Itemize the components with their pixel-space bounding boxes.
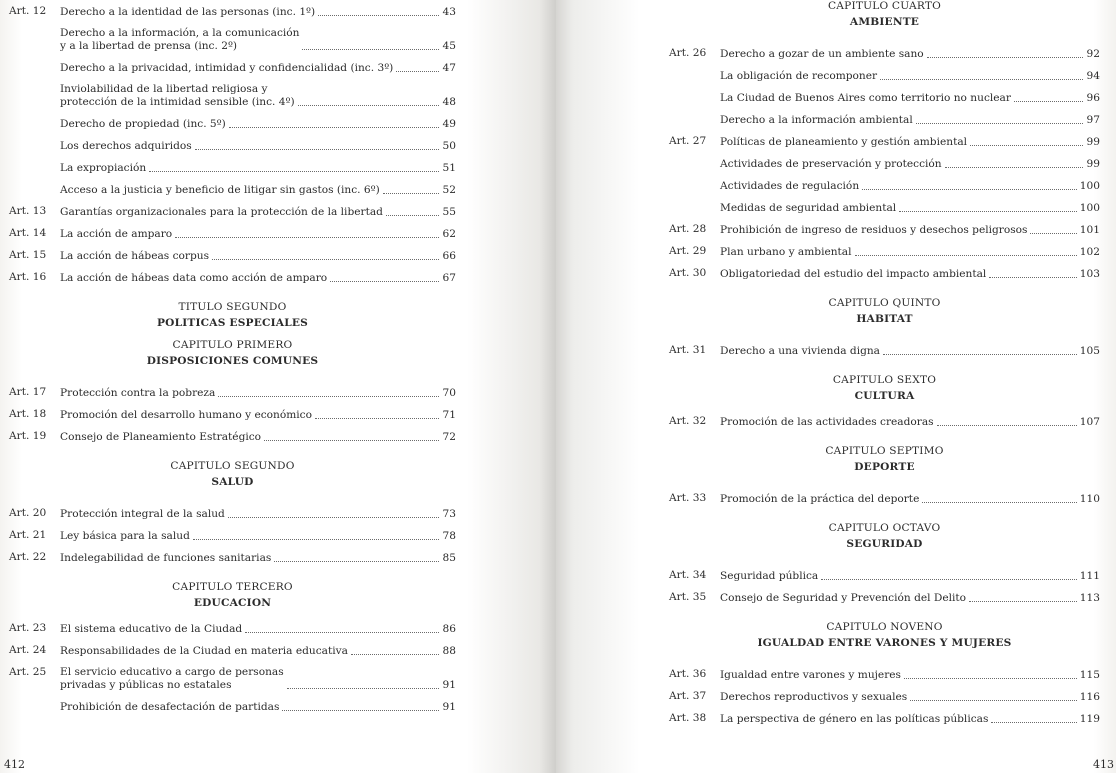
dot-leader bbox=[149, 171, 439, 172]
index-entry bbox=[669, 410, 1100, 429]
entry-title: Protección contra la pobreza bbox=[60, 387, 216, 399]
entry-line bbox=[60, 135, 456, 153]
entry-page-number: 107 bbox=[1079, 416, 1100, 428]
entry-page-number: 49 bbox=[442, 118, 456, 130]
entry-title: Derecho a la privacidad, intimidad y confidencialidad (inc. 3º) bbox=[60, 62, 394, 74]
entry-title: Igualdad entre varones y mujeres bbox=[720, 669, 901, 681]
section-heading: CAPITULO NOVENO bbox=[826, 621, 943, 633]
entry-title: Actividades de regulación bbox=[720, 180, 860, 192]
article-number: Art. 12 bbox=[9, 5, 47, 17]
article-number: Art. 37 bbox=[669, 690, 707, 702]
dot-leader bbox=[821, 579, 1077, 580]
entry-page-number: 78 bbox=[442, 530, 456, 542]
entry-title: Derecho a la información ambiental bbox=[720, 114, 913, 126]
entry-line bbox=[720, 340, 1100, 358]
entry-title: Promoción del desarrollo humano y económico bbox=[60, 409, 312, 421]
section-heading: CAPITULO OCTAVO bbox=[828, 522, 941, 534]
entry-title: Obligatoriedad del estudio del impacto ambiental bbox=[720, 268, 987, 280]
dot-leader bbox=[937, 425, 1077, 426]
article-number bbox=[669, 64, 720, 69]
entry-line bbox=[60, 525, 456, 543]
dot-leader bbox=[904, 678, 1077, 679]
entry-page-number: 62 bbox=[442, 228, 456, 240]
article-number: Art. 32 bbox=[669, 415, 707, 427]
index-entry bbox=[669, 130, 1100, 149]
index-entry bbox=[9, 22, 456, 53]
entry-page-number: 111 bbox=[1079, 570, 1100, 582]
dot-leader bbox=[991, 722, 1076, 723]
dot-leader bbox=[945, 167, 1083, 168]
article-number bbox=[669, 174, 720, 179]
entry-line bbox=[60, 179, 456, 197]
index-entry bbox=[669, 685, 1100, 704]
index-entry bbox=[669, 152, 1100, 171]
entry-line bbox=[60, 78, 456, 109]
entry-title: Actividades de preservación y protección bbox=[720, 158, 942, 170]
index-entry bbox=[9, 546, 456, 565]
index-entry bbox=[669, 42, 1100, 61]
entry-line bbox=[720, 708, 1100, 726]
dot-leader bbox=[302, 49, 439, 50]
index-entry bbox=[669, 86, 1100, 105]
dot-leader bbox=[245, 632, 439, 633]
entry-title: Consejo de Seguridad y Prevención del Delito bbox=[720, 592, 967, 604]
index-entry bbox=[669, 218, 1100, 237]
article-number: Art. 20 bbox=[9, 507, 47, 519]
dot-leader bbox=[212, 259, 439, 260]
dot-leader bbox=[315, 418, 439, 419]
section-title: DEPORTE bbox=[854, 461, 915, 473]
dot-leader bbox=[916, 123, 1083, 124]
dot-leader bbox=[228, 517, 439, 518]
index-entry bbox=[669, 262, 1100, 281]
article-number: Art. 30 bbox=[669, 267, 707, 279]
entry-title: Derecho a la identidad de las personas (inc. 1º) bbox=[60, 6, 316, 18]
index-entry bbox=[9, 244, 456, 263]
article-number bbox=[669, 152, 720, 157]
section-title: AMBIENTE bbox=[849, 16, 920, 28]
entry-page-number: 97 bbox=[1086, 114, 1100, 126]
article-number: Art. 34 bbox=[669, 569, 707, 581]
dot-leader bbox=[195, 149, 439, 150]
entry-page-number: 99 bbox=[1086, 158, 1100, 170]
entry-page-number: 91 bbox=[442, 679, 456, 691]
entry-page-number: 47 bbox=[442, 62, 456, 74]
entry-line bbox=[60, 57, 456, 75]
entry-title: Derecho a una vivienda digna bbox=[720, 345, 881, 357]
index-entry bbox=[9, 266, 456, 285]
entry-page-number: 119 bbox=[1079, 713, 1100, 725]
article-number bbox=[9, 112, 60, 117]
entry-page-number: 105 bbox=[1079, 345, 1100, 357]
entry-line bbox=[60, 267, 456, 285]
section-title: CULTURA bbox=[854, 390, 915, 402]
article-number: Art. 19 bbox=[9, 430, 47, 442]
right-index-list bbox=[669, 0, 1100, 729]
index-entry bbox=[9, 78, 456, 109]
entry-page-number: 67 bbox=[442, 272, 456, 284]
dot-leader bbox=[298, 105, 439, 106]
dot-leader bbox=[318, 15, 439, 16]
article-number: Art. 15 bbox=[9, 249, 47, 261]
section-heading: CAPITULO TERCERO bbox=[172, 581, 293, 593]
index-entry bbox=[669, 564, 1100, 583]
entry-page-number: 96 bbox=[1086, 92, 1100, 104]
entry-title: Protección integral de la salud bbox=[60, 508, 225, 520]
entry-page-number: 43 bbox=[442, 6, 456, 18]
entry-title: Políticas de planeamiento y gestión ambiental bbox=[720, 136, 968, 148]
entry-title: Garantías organizacionales para la protección de la libertad bbox=[60, 206, 383, 218]
article-number bbox=[9, 22, 60, 27]
page-number-right: 413 bbox=[1093, 758, 1114, 771]
entry-line bbox=[720, 686, 1100, 704]
section-title: POLITICAS ESPECIALES bbox=[157, 317, 308, 329]
entry-title: Indelegabilidad de funciones sanitarias bbox=[60, 552, 272, 564]
index-entry bbox=[669, 339, 1100, 358]
article-number: Art. 29 bbox=[669, 245, 707, 257]
section-heading: TITULO SEGUNDO bbox=[178, 301, 287, 313]
entry-title: Los derechos adquiridos bbox=[60, 140, 192, 152]
section-heading: CAPITULO PRIMERO bbox=[172, 339, 293, 351]
article-number: Art. 38 bbox=[669, 712, 707, 724]
dot-leader bbox=[989, 277, 1076, 278]
dot-leader bbox=[910, 700, 1077, 701]
article-number: Art. 36 bbox=[669, 668, 707, 680]
entry-title: Derecho a gozar de un ambiente sano bbox=[720, 48, 924, 60]
entry-line bbox=[60, 404, 456, 422]
entry-line bbox=[60, 382, 456, 400]
index-entry bbox=[9, 178, 456, 197]
entry-page-number: 94 bbox=[1086, 70, 1100, 82]
entry-title: Prohibición de ingreso de residuos y desechos peligrosos bbox=[720, 224, 1028, 236]
entry-line bbox=[60, 618, 456, 636]
entry-title: La expropiación bbox=[60, 162, 147, 174]
dot-leader bbox=[218, 396, 439, 397]
entry-page-number: 48 bbox=[442, 96, 456, 108]
entry-line bbox=[720, 175, 1100, 193]
index-entry bbox=[9, 403, 456, 422]
entry-line bbox=[720, 65, 1100, 83]
entry-page-number: 91 bbox=[442, 701, 456, 713]
entry-title: Promoción de la práctica del deporte bbox=[720, 493, 920, 505]
dot-leader bbox=[287, 688, 439, 689]
index-entry bbox=[669, 240, 1100, 259]
article-number: Art. 31 bbox=[669, 344, 707, 356]
entry-page-number: 66 bbox=[442, 250, 456, 262]
entry-page-number: 100 bbox=[1079, 202, 1100, 214]
entry-title: Promoción de las actividades creadoras bbox=[720, 416, 934, 428]
entry-line bbox=[60, 661, 456, 692]
article-number: Art. 18 bbox=[9, 408, 47, 420]
section-title: IGUALDAD ENTRE VARONES Y MUJERES bbox=[757, 637, 1012, 649]
dot-leader bbox=[970, 145, 1083, 146]
index-entry bbox=[9, 695, 456, 714]
section-heading: CAPITULO CUARTO bbox=[827, 0, 942, 12]
index-entry bbox=[669, 174, 1100, 193]
article-number bbox=[669, 86, 720, 91]
entry-page-number: 102 bbox=[1079, 246, 1100, 258]
section-title: SEGURIDAD bbox=[846, 538, 923, 550]
index-entry bbox=[9, 156, 456, 175]
article-number: Art. 22 bbox=[9, 551, 47, 563]
article-number: Art. 17 bbox=[9, 386, 47, 398]
dot-leader bbox=[351, 654, 439, 655]
entry-page-number: 88 bbox=[442, 645, 456, 657]
section-title: SALUD bbox=[211, 476, 254, 488]
index-entry bbox=[9, 112, 456, 131]
entry-page-number: 55 bbox=[442, 206, 456, 218]
entry-line bbox=[60, 426, 456, 444]
section-heading: CAPITULO SEXTO bbox=[832, 374, 937, 386]
dot-leader bbox=[330, 281, 439, 282]
entry-page-number: 110 bbox=[1079, 493, 1100, 505]
entry-line bbox=[720, 131, 1100, 149]
article-number bbox=[9, 156, 60, 161]
section-heading: CAPITULO SEPTIMO bbox=[825, 445, 944, 457]
entry-title: Consejo de Planeamiento Estratégico bbox=[60, 431, 262, 443]
entry-page-number: 73 bbox=[442, 508, 456, 520]
entry-line bbox=[60, 547, 456, 565]
dot-leader bbox=[193, 539, 439, 540]
entry-line bbox=[720, 87, 1100, 105]
section-title: HABITAT bbox=[856, 313, 913, 325]
article-number: Art. 35 bbox=[669, 591, 707, 603]
entry-page-number: 103 bbox=[1079, 268, 1100, 280]
entry-line bbox=[60, 22, 456, 53]
entry-line bbox=[60, 223, 456, 241]
article-number: Art. 28 bbox=[669, 223, 707, 235]
article-number bbox=[9, 78, 60, 83]
section-heading: CAPITULO SEGUNDO bbox=[170, 460, 295, 472]
entry-page-number: 50 bbox=[442, 140, 456, 152]
entry-page-number: 113 bbox=[1079, 592, 1100, 604]
article-number bbox=[9, 178, 60, 183]
entry-title: Derecho de propiedad (inc. 5º) bbox=[60, 118, 226, 130]
article-number: Art. 25 bbox=[9, 666, 47, 678]
article-number bbox=[9, 134, 60, 139]
entry-line bbox=[60, 245, 456, 263]
article-number bbox=[669, 108, 720, 113]
entry-page-number: 52 bbox=[442, 184, 456, 196]
index-entry bbox=[9, 661, 456, 692]
section-title: EDUCACION bbox=[193, 597, 272, 609]
index-entry bbox=[9, 134, 456, 153]
entry-page-number: 101 bbox=[1079, 224, 1100, 236]
left-index-list bbox=[9, 0, 456, 717]
dot-leader bbox=[899, 211, 1077, 212]
entry-page-number: 92 bbox=[1086, 48, 1100, 60]
article-number: Art. 21 bbox=[9, 529, 47, 541]
dot-leader bbox=[855, 255, 1077, 256]
entry-line bbox=[720, 488, 1100, 506]
entry-title: Responsabilidades de la Ciudad en materia educativa bbox=[60, 645, 348, 657]
entry-line bbox=[720, 197, 1100, 215]
dot-leader bbox=[264, 440, 439, 441]
entry-title: Medidas de seguridad ambiental bbox=[720, 202, 897, 214]
index-entry bbox=[669, 707, 1100, 726]
article-number bbox=[669, 196, 720, 201]
entry-page-number: 45 bbox=[442, 40, 456, 52]
entry-page-number: 86 bbox=[442, 623, 456, 635]
article-number bbox=[9, 56, 60, 61]
entry-line bbox=[720, 587, 1100, 605]
index-entry bbox=[669, 196, 1100, 215]
entry-title: Derecho a la información, a la comunicación y a la libertad de prensa (inc. 2º) bbox=[60, 27, 300, 52]
dot-leader bbox=[1030, 233, 1076, 234]
entry-page-number: 71 bbox=[442, 409, 456, 421]
article-number bbox=[9, 695, 60, 700]
index-entry bbox=[9, 200, 456, 219]
entry-line bbox=[720, 219, 1100, 237]
entry-page-number: 51 bbox=[442, 162, 456, 174]
entry-page-number: 85 bbox=[442, 552, 456, 564]
entry-title: Acceso a la justicia y beneficio de litigar sin gastos (inc. 6º) bbox=[60, 184, 380, 196]
index-entry bbox=[9, 56, 456, 75]
entry-line bbox=[60, 157, 456, 175]
entry-page-number: 99 bbox=[1086, 136, 1100, 148]
entry-title: Prohibición de desafectación de partidas bbox=[60, 701, 280, 713]
index-entry bbox=[9, 639, 456, 658]
entry-title: El servicio educativo a cargo de personas privadas y públicas no estatales bbox=[60, 666, 284, 691]
article-number: Art. 16 bbox=[9, 271, 47, 283]
entry-title: Derechos reproductivos y sexuales bbox=[720, 691, 908, 703]
dot-leader bbox=[383, 193, 439, 194]
index-entry bbox=[9, 0, 456, 19]
entry-line bbox=[60, 201, 456, 219]
entry-line bbox=[720, 411, 1100, 429]
article-number: Art. 24 bbox=[9, 644, 47, 656]
dot-leader bbox=[274, 561, 439, 562]
entry-line bbox=[60, 113, 456, 131]
dot-leader bbox=[969, 601, 1077, 602]
index-entry bbox=[669, 586, 1100, 605]
entry-title: Ley básica para la salud bbox=[60, 530, 190, 542]
dot-leader bbox=[1014, 101, 1083, 102]
entry-line bbox=[720, 664, 1100, 682]
article-number: Art. 13 bbox=[9, 205, 47, 217]
dot-leader bbox=[880, 79, 1083, 80]
dot-leader bbox=[396, 71, 439, 72]
entry-page-number: 70 bbox=[442, 387, 456, 399]
entry-line bbox=[60, 696, 456, 714]
dot-leader bbox=[229, 127, 439, 128]
entry-page-number: 116 bbox=[1079, 691, 1100, 703]
index-entry bbox=[9, 502, 456, 521]
dot-leader bbox=[883, 354, 1077, 355]
index-entry bbox=[9, 617, 456, 636]
index-entry bbox=[669, 663, 1100, 682]
index-entry bbox=[669, 64, 1100, 83]
page-number-left: 412 bbox=[4, 758, 25, 771]
dot-leader bbox=[386, 215, 439, 216]
index-entry bbox=[669, 108, 1100, 127]
entry-title: La perspectiva de género en las políticas públicas bbox=[720, 713, 989, 725]
entry-title: La Ciudad de Buenos Aires como territorio no nuclear bbox=[720, 92, 1011, 104]
entry-line bbox=[720, 153, 1100, 171]
dot-leader bbox=[282, 710, 439, 711]
index-entry bbox=[669, 487, 1100, 506]
entry-title: La acción de hábeas data como acción de amparo bbox=[60, 272, 328, 284]
entry-page-number: 72 bbox=[442, 431, 456, 443]
index-entry bbox=[9, 425, 456, 444]
dot-leader bbox=[927, 57, 1083, 58]
entry-page-number: 100 bbox=[1079, 180, 1100, 192]
left-page bbox=[0, 0, 556, 773]
section-heading: CAPITULO QUINTO bbox=[828, 297, 941, 309]
entry-title: La acción de amparo bbox=[60, 228, 173, 240]
article-number: Art. 23 bbox=[9, 622, 47, 634]
index-entry bbox=[9, 381, 456, 400]
index-entry bbox=[9, 222, 456, 241]
entry-title: El sistema educativo de la Ciudad bbox=[60, 623, 243, 635]
entry-title: Seguridad pública bbox=[720, 570, 819, 582]
entry-title: La obligación de recomponer bbox=[720, 70, 878, 82]
dot-leader bbox=[175, 237, 439, 238]
entry-line bbox=[720, 241, 1100, 259]
entry-line bbox=[60, 640, 456, 658]
entry-title: Plan urbano y ambiental bbox=[720, 246, 852, 258]
entry-line bbox=[720, 263, 1100, 281]
right-page bbox=[556, 0, 1116, 773]
entry-page-number: 115 bbox=[1079, 669, 1100, 681]
dot-leader bbox=[862, 189, 1077, 190]
article-number: Art. 27 bbox=[669, 135, 707, 147]
entry-title: La acción de hábeas corpus bbox=[60, 250, 210, 262]
article-number: Art. 33 bbox=[669, 492, 707, 504]
article-number: Art. 14 bbox=[9, 227, 47, 239]
entry-line bbox=[720, 565, 1100, 583]
entry-line bbox=[60, 503, 456, 521]
entry-line bbox=[720, 43, 1100, 61]
index-entry bbox=[9, 524, 456, 543]
entry-line bbox=[60, 1, 456, 19]
dot-leader bbox=[922, 502, 1076, 503]
entry-title: Inviolabilidad de la libertad religiosa y protección de la intimidad sensible (inc. 4º) bbox=[60, 83, 295, 108]
article-number: Art. 26 bbox=[669, 47, 707, 59]
section-title: DISPOSICIONES COMUNES bbox=[146, 355, 319, 367]
entry-line bbox=[720, 109, 1100, 127]
